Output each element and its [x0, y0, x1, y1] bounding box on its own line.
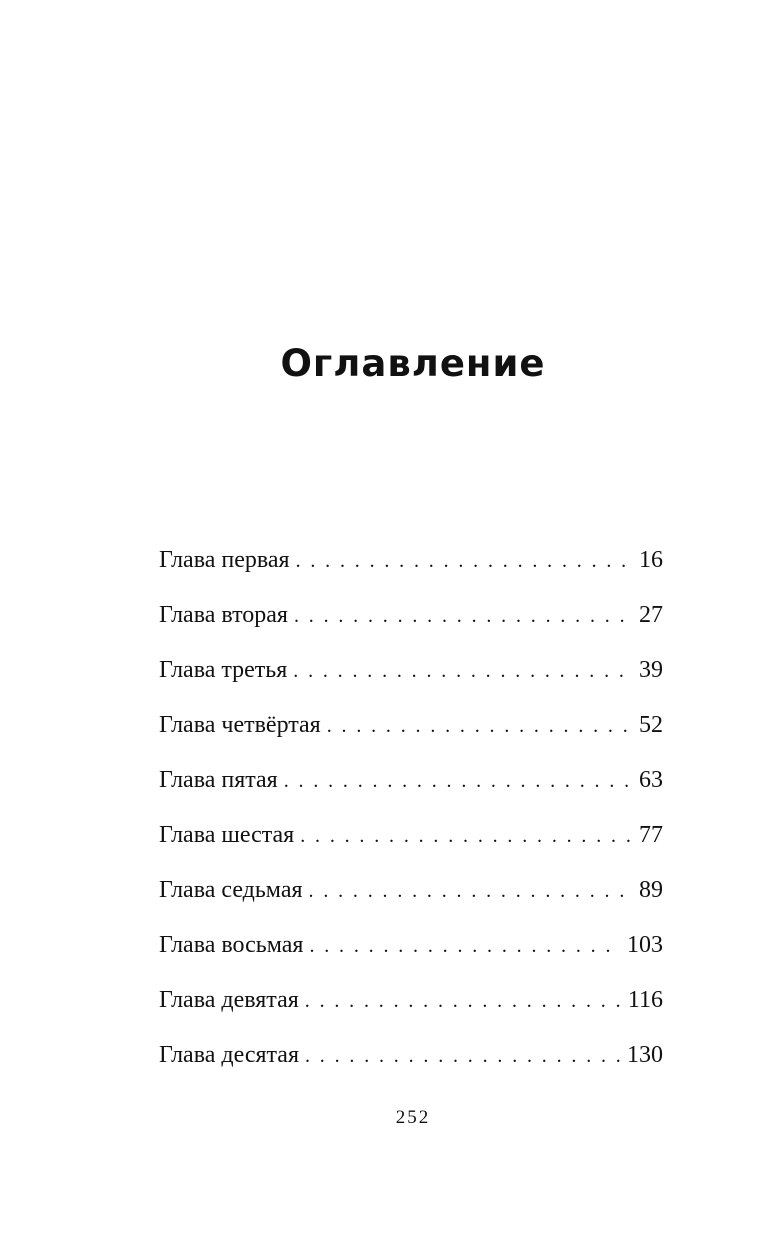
toc-entry: [159, 980, 663, 1035]
toc-entry-label: Глава девятая: [159, 987, 299, 1013]
dot-leader: [293, 651, 633, 691]
toc-entry-page: 27: [639, 602, 663, 628]
toc-entry-label: Глава третья: [159, 657, 288, 683]
toc-entry-page: 63: [639, 767, 663, 793]
toc-entry: [159, 925, 663, 980]
toc-entry-label: Глава пятая: [159, 767, 278, 793]
toc-entry-page: 52: [639, 712, 663, 738]
toc-entry: [159, 705, 663, 760]
toc-entry: [159, 595, 663, 650]
dot-leader: [294, 596, 633, 636]
toc-entry: [159, 1035, 663, 1090]
toc-entry-label: Глава четвёртая: [159, 712, 321, 738]
toc-entry-page: 130: [627, 1042, 663, 1068]
toc-entry-page: 39: [639, 657, 663, 683]
toc-entry-label: Глава первая: [159, 547, 290, 573]
dot-leader: [309, 926, 621, 966]
toc-entry-page: 16: [639, 547, 663, 573]
toc-entry-label: Глава восьмая: [159, 932, 304, 958]
dot-leader: [284, 761, 633, 801]
toc-entry-label: Глава шестая: [159, 822, 295, 848]
dot-leader: [300, 816, 633, 856]
toc-entry-page: 116: [627, 987, 663, 1013]
table-of-contents: [159, 540, 663, 1090]
toc-entry-label: Глава вторая: [159, 602, 288, 628]
toc-entry-label: Глава десятая: [159, 1042, 299, 1068]
toc-entry: [159, 815, 663, 870]
toc-entry-page: 89: [639, 877, 663, 903]
toc-entry-page: 103: [627, 932, 663, 958]
dot-leader: [305, 981, 622, 1021]
dot-leader: [305, 1036, 621, 1076]
toc-entry: [159, 650, 663, 705]
toc-entry: [159, 870, 663, 925]
dot-leader: [327, 706, 633, 746]
dot-leader: [309, 871, 633, 911]
page-number: 252: [395, 1107, 431, 1128]
toc-entry-page: 77: [639, 822, 663, 848]
page-title: Оглавление: [280, 342, 546, 385]
toc-entry: [159, 540, 663, 595]
toc-entry-label: Глава седьмая: [159, 877, 303, 903]
dot-leader: [296, 541, 633, 581]
toc-entry: [159, 760, 663, 815]
